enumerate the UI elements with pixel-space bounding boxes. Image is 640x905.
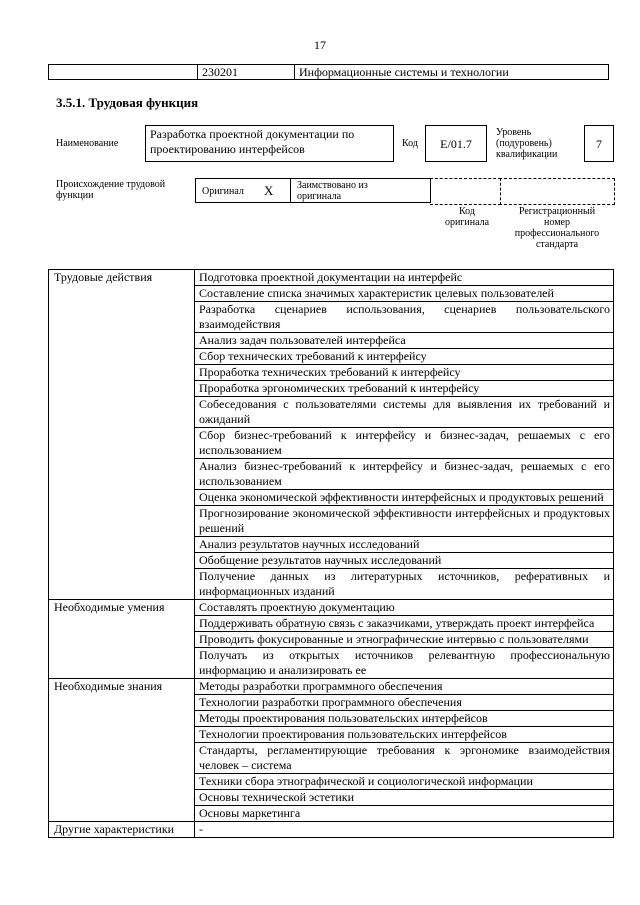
table-item: Анализ результатов научных исследований — [195, 537, 614, 553]
section-label-continuation — [49, 569, 195, 600]
section-label-continuation — [49, 381, 195, 397]
table-row — [49, 553, 614, 569]
section-label-continuation — [49, 632, 195, 648]
section-label-continuation — [49, 553, 195, 569]
table-item: Анализ бизнес-требований к интерфейсу и бизнес-задач, решаемых с его использованием — [195, 459, 614, 490]
section-label-continuation — [49, 790, 195, 806]
table-item: Основы технической эстетики — [195, 790, 614, 806]
section-label: Другие характеристики — [49, 822, 195, 838]
table-item: Проводить фокусированные и этнографические интервью с пользователями — [195, 632, 614, 648]
table-item: Стандарты, регламентирующие требования к эргономике взаимодействия человек – система — [195, 743, 614, 774]
section-label-continuation — [49, 774, 195, 790]
orig-code-cell — [430, 178, 501, 205]
code-value: E/01.7 — [425, 125, 487, 162]
original-label: Оригинал — [202, 186, 244, 197]
section-label: Необходимые умения — [49, 600, 195, 616]
table-item: Методы разработки программного обеспечения — [195, 679, 614, 695]
name-label: Наименование — [56, 138, 119, 149]
section-label-continuation — [49, 806, 195, 822]
original-cell — [195, 178, 291, 203]
table-row — [49, 632, 614, 648]
table-item: Собеседования с пользователями системы для выявления их требований и ожиданий — [195, 397, 614, 428]
table-row — [49, 270, 614, 286]
origin-label: Происхождение трудовой функции — [56, 179, 166, 201]
table-row — [49, 459, 614, 490]
table-item: Обобщение результатов научных исследований — [195, 553, 614, 569]
table-item: Разработка сценариев использования, сценариев пользовательского взаимодействия — [195, 302, 614, 333]
section-label-continuation — [49, 349, 195, 365]
table-row — [49, 365, 614, 381]
table-item: - — [195, 822, 614, 838]
table-item: Оценка экономической эффективности интерфейсных и продуктовых решений — [195, 490, 614, 506]
table-row — [49, 333, 614, 349]
table-row — [49, 822, 614, 838]
table-item: Составлять проектную документацию — [195, 600, 614, 616]
section-label-continuation — [49, 711, 195, 727]
table-item: Получение данных из литературных источников, реферативных и информационных изданий — [195, 569, 614, 600]
section-label: Необходимые знания — [49, 679, 195, 695]
section-label-continuation — [49, 286, 195, 302]
section-label-continuation — [49, 397, 195, 428]
table-row — [49, 428, 614, 459]
section-label-continuation — [49, 616, 195, 632]
table-row — [49, 711, 614, 727]
section-label-continuation — [49, 743, 195, 774]
table-item: Анализ задач пользователей интерфейса — [195, 333, 614, 349]
header-empty-cell — [49, 65, 198, 80]
table-row — [49, 806, 614, 822]
reg-number-cell — [499, 178, 615, 205]
section-label-continuation — [49, 428, 195, 459]
table-row — [49, 569, 614, 600]
table-item: Техники сбора этнографической и социологической информации — [195, 774, 614, 790]
table-item: Сбор бизнес-требований к интерфейсу и бизнес-задач, решаемых с его использованием — [195, 428, 614, 459]
level-label: Уровень (подуровень) квалификации — [496, 127, 558, 160]
table-row — [49, 397, 614, 428]
section-label-continuation — [49, 727, 195, 743]
header-title: Информационные системы и технологии — [295, 65, 609, 80]
table-row — [49, 743, 614, 774]
table-item: Технологии разработки программного обеспечения — [195, 695, 614, 711]
section-label-continuation — [49, 506, 195, 537]
table-item: Технологии проектирования пользовательских интерфейсов — [195, 727, 614, 743]
table-row — [49, 286, 614, 302]
table-item: Сбор технических требований к интерфейсу — [195, 349, 614, 365]
name-value: Разработка проектной документации по проектированию интерфейсов — [145, 125, 394, 162]
table-item: Методы проектирования пользовательских интерфейсов — [195, 711, 614, 727]
table-row — [49, 727, 614, 743]
table-row — [49, 537, 614, 553]
page-number: 17 — [314, 38, 326, 52]
table-row — [49, 490, 614, 506]
section-label-continuation — [49, 695, 195, 711]
code-label: Код — [402, 138, 418, 149]
original-mark: X — [264, 183, 274, 198]
borrowed-label: Заимствовано из оригинала — [297, 180, 368, 202]
header-code: 230201 — [198, 65, 295, 80]
table-item: Составление списка значимых характеристик целевых пользователей — [195, 286, 614, 302]
orig-code-caption: Код оригинала — [444, 206, 490, 228]
table-item: Получать из открытых источников релевантную профессиональную информацию и анализировать ее — [195, 648, 614, 679]
borrowed-cell — [290, 178, 431, 203]
table-row — [49, 695, 614, 711]
section-label-continuation — [49, 537, 195, 553]
table-row — [49, 790, 614, 806]
table-row — [49, 381, 614, 397]
reg-caption: Регистрационный номер профессионального стандарта — [514, 206, 600, 250]
table-row — [49, 349, 614, 365]
table-row — [49, 616, 614, 632]
table-item: Прогнозирование экономической эффективности интерфейсных и продуктовых решений — [195, 506, 614, 537]
table-item: Проработка эргономических требований к интерфейсу — [195, 381, 614, 397]
header-table — [48, 64, 609, 80]
section-label-continuation — [49, 333, 195, 349]
table-row — [49, 302, 614, 333]
section-label-continuation — [49, 490, 195, 506]
table-row — [49, 506, 614, 537]
table-item: Проработка технических требований к интерфейсу — [195, 365, 614, 381]
table-item: Подготовка проектной документации на интерфейс — [195, 270, 614, 286]
table-item: Поддерживать обратную связь с заказчиками, утверждать проект интерфейса — [195, 616, 614, 632]
section-label: Трудовые действия — [49, 270, 195, 286]
table-row — [49, 774, 614, 790]
section-label-continuation — [49, 365, 195, 381]
section-label-continuation — [49, 459, 195, 490]
level-value: 7 — [584, 125, 614, 162]
section-label-continuation — [49, 648, 195, 679]
table-item: Основы маркетинга — [195, 806, 614, 822]
table-row — [49, 600, 614, 616]
table-row — [49, 648, 614, 679]
section-title: 3.5.1. Трудовая функция — [56, 95, 199, 110]
competency-table — [48, 269, 614, 838]
section-label-continuation — [49, 302, 195, 333]
table-row — [49, 679, 614, 695]
